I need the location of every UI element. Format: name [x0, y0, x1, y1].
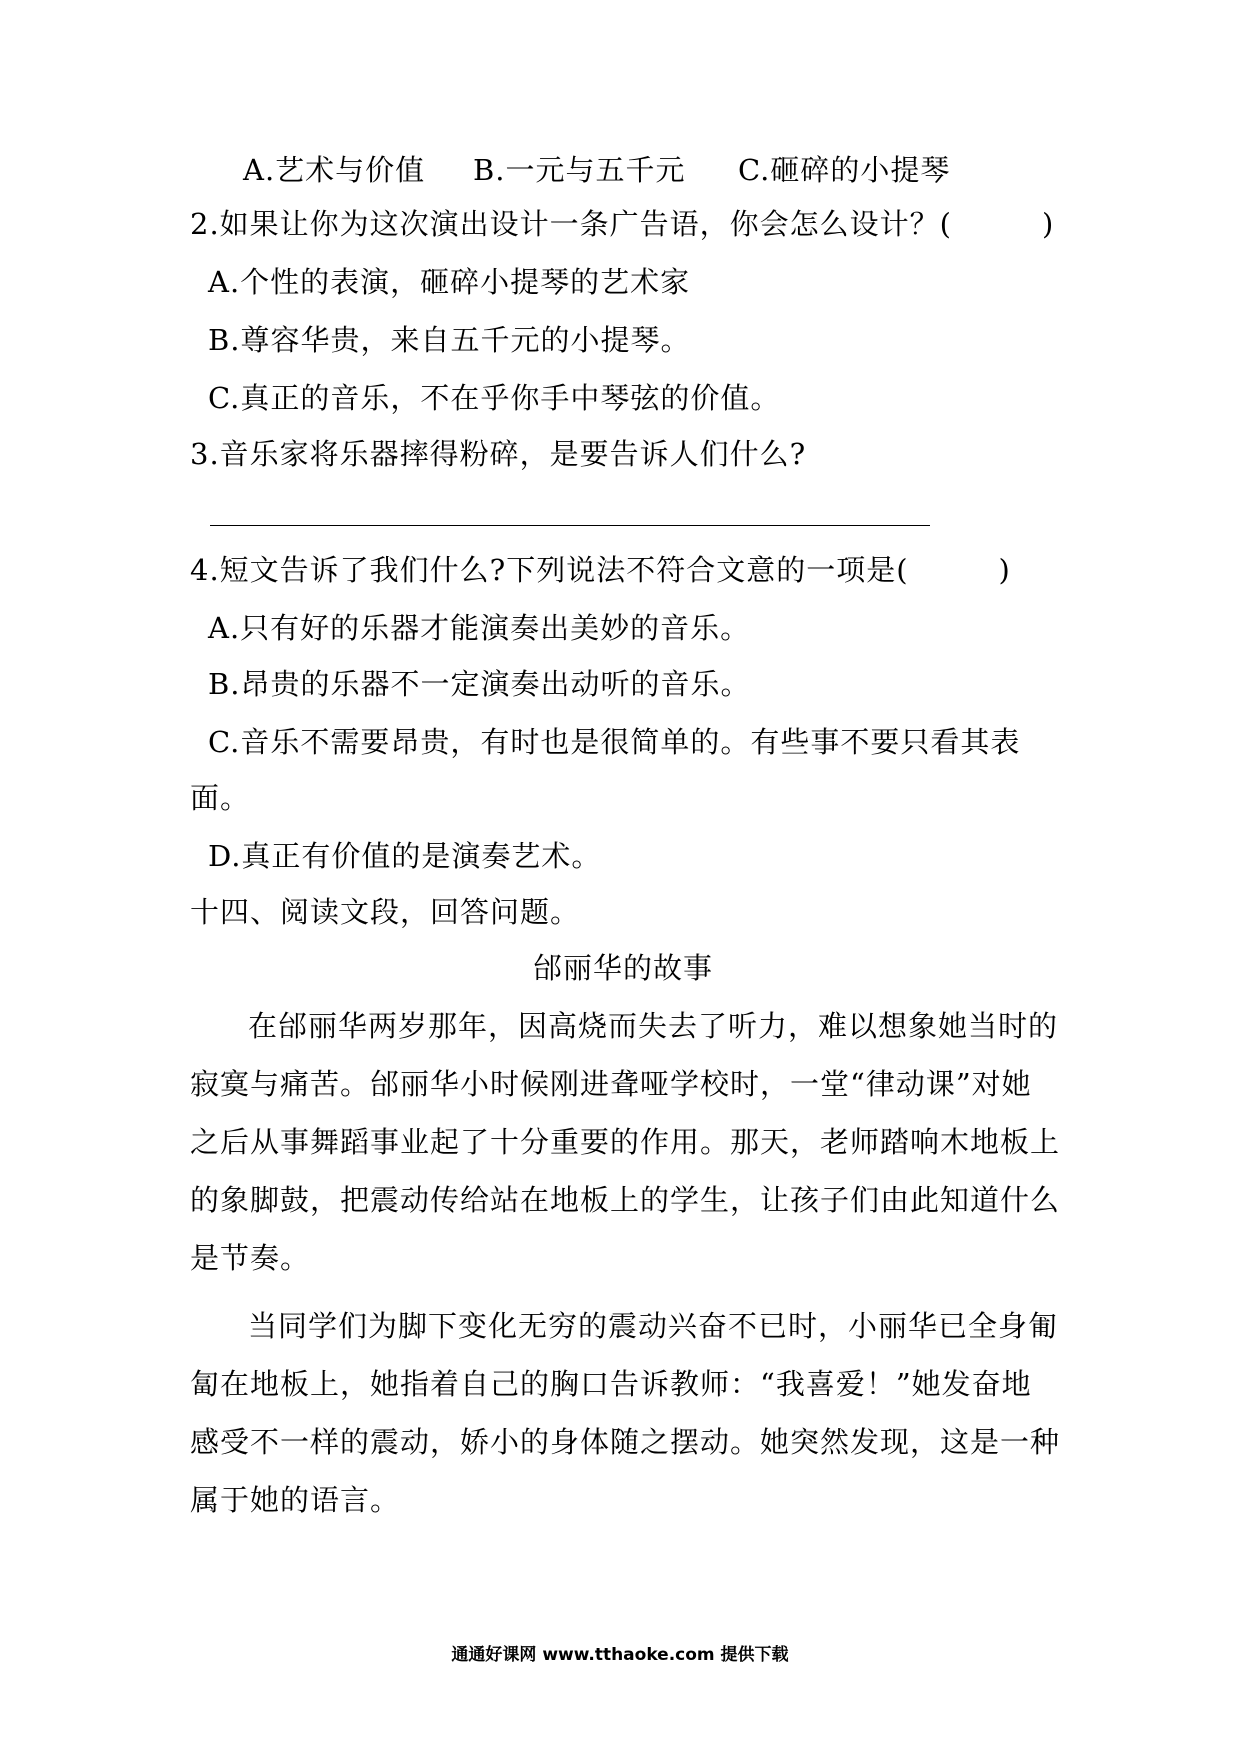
paragraph-1-line: 的象脚鼓，把震动传给站在地板上的学生，让孩子们由此知道什么	[190, 1183, 1061, 1217]
footer-credit: 通通好课网 www.tthaoke.com 提供下载	[451, 1645, 789, 1665]
q1-option-b: B.一元与五千元	[473, 153, 686, 187]
q1-option-a: A.艺术与价值	[243, 153, 426, 187]
q4-option-a: A.只有好的乐器才能演奏出美妙的音乐。	[208, 611, 751, 645]
q3-question: 3.音乐家将乐器摔得粉碎，是要告诉人们什么?	[190, 437, 807, 471]
q4-option-b: B.昂贵的乐器不一定演奏出动听的音乐。	[208, 667, 751, 701]
q4-option-c-line1: C.音乐不需要昂贵，有时也是很简单的。有些事不要只看其表	[208, 725, 1021, 759]
paragraph-1-line: 在邰丽华两岁那年，因高烧而失去了听力，难以想象她当时的	[248, 1009, 1059, 1043]
paragraph-2-line: 当同学们为脚下变化无穷的震动兴奋不已时，小丽华已全身匍	[248, 1309, 1059, 1343]
q4-question: 4.短文告诉了我们什么?下列说法不符合文意的一项是( )	[190, 553, 1011, 587]
paragraph-2-line: 感受不一样的震动，娇小的身体随之摆动。她突然发现，这是一种	[190, 1425, 1061, 1459]
q1-option-c: C.砸碎的小提琴	[738, 153, 951, 187]
q2-question: 2.如果让你为这次演出设计一条广告语，你会怎么设计？( )	[190, 207, 1055, 241]
section14-heading: 十四、阅读文段，回答问题。	[190, 895, 581, 929]
q2-option-b: B.尊容华贵，来自五千元的小提琴。	[208, 323, 691, 357]
paragraph-1-line: 寂寞与痛苦。邰丽华小时候刚进聋哑学校时，一堂“律动课”对她	[190, 1067, 1032, 1101]
q1-options	[243, 152, 963, 188]
story-title: 邰丽华的故事	[533, 951, 714, 985]
paragraph-1-line: 之后从事舞蹈事业起了十分重要的作用。那天，老师踏响木地板上	[190, 1125, 1061, 1159]
q2-option-c: C.真正的音乐，不在乎你手中琴弦的价值。	[208, 381, 781, 415]
q3-answer-blank[interactable]	[210, 525, 930, 526]
q4-option-d: D.真正有价值的是演奏艺术。	[208, 839, 602, 873]
paragraph-2-line: 匐在地板上，她指着自己的胸口告诉教师：“我喜爱！”她发奋地	[190, 1367, 1032, 1401]
paragraph-2-line: 属于她的语言。	[190, 1483, 401, 1517]
paragraph-1-line: 是节奏。	[190, 1241, 311, 1275]
q4-option-c-line2: 面。	[190, 781, 251, 815]
q2-option-a: A.个性的表演，砸碎小提琴的艺术家	[208, 265, 691, 299]
